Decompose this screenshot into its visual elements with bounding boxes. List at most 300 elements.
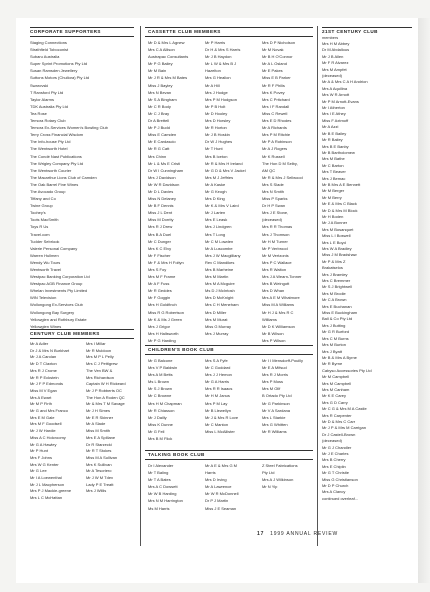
list-item: Mrs C Pritchard [262,96,290,102]
list-item: Swarovski [30,82,49,88]
list-item: WIN Television [30,295,57,301]
list-item: Mr F Fischer [148,252,171,258]
list-item: Mr B Mrs A E Bennett [322,181,361,187]
list-item: Mrs J J Hemon [205,372,232,378]
list-item: Mrs M Ollf [262,386,281,392]
list-item: Mr D & Mrs C Carr [322,418,356,424]
list-item: Cabyso Accessories Pty Ltd [322,367,372,373]
list-item: Mr K & Ms J Green [148,316,183,322]
list-item: Mr J R & Mrs M Bates [148,75,188,81]
list-item: Mr S A Bingham [148,96,177,102]
list-item: Mr P Hunt [30,448,48,454]
list-item: Mrs T Beaver [322,169,346,175]
list-item: Mrs M J Jeffries [205,174,234,180]
page-number: 17 [257,531,265,537]
list-item: Mrs J Bemac [322,175,346,181]
list-item: Mrs J A Wearn-Tonner [262,274,302,280]
list-item: Mrs J Grigor [148,323,170,329]
list-item: Harris [205,470,216,476]
list-item: Mrs E Leask [205,217,228,223]
list-item: Susan Ramsden Jewellery [30,68,78,74]
list-item: Dr H P Swan [262,203,286,209]
list-item: Mr W R McDonnell [205,491,239,497]
divider [145,459,313,460]
list-item: Mr B E Bailey [322,130,347,136]
list-item: Pty Ltd [262,470,275,476]
list-item: The Wentworth Hotel [30,146,68,152]
list-item: Mr L W & Mrs B J [205,61,237,67]
list-item: Mrs D Irving [205,477,227,483]
list-item: Mrs Chinn [148,153,167,159]
divider [30,36,134,37]
list-item: Mrs M Bathe [322,156,345,162]
list-item: Mr C M Lowden [205,238,234,244]
list-item: continued overleaf... [322,495,359,501]
list-item: Mrs P C Wallace [262,259,292,265]
list-item: Mrs F Johns [30,454,53,460]
list-item: Miss L I Boswell [322,233,351,239]
list-item: Mr J Larten [205,210,226,216]
divider [322,27,412,28]
list-item: Mrs B Weingott [262,281,290,287]
list-item: Mr C Goddard [205,365,231,371]
footer-label: 1999 ANNUAL REVIEW [270,531,339,537]
list-item: Mr R P Eckstein [30,374,59,380]
list-item: Mrs J Willis [86,488,107,494]
list-item: Mrs A Clancy [322,489,346,495]
list-item: Westpac Banking Corporation Ltd [30,274,90,280]
list-item: Travel.com [30,231,50,237]
list-item: Yellowglen Wines [30,323,62,329]
list-item: Mrs N M Harrington [148,498,183,504]
list-item: Mr A Luscombe [205,245,233,251]
list-item: Mrs R R Isaacs [205,386,233,392]
list-item: Mr P Verbrood [262,245,288,251]
list-item: Mr B H O'Connor [262,54,293,60]
list-item: Mr G A Hawley [30,441,57,447]
list-item: Mrs J Murray [205,330,229,336]
list-item: Mr G T Christie [322,470,349,476]
list-item: Mrs M Campbell [322,380,352,386]
list-item: Mrs J Byatt [322,348,343,354]
list-item: Mrs P Moss [262,379,284,385]
column-separator [317,26,318,546]
list-item: Wollongong Ex-Services Club [30,302,83,308]
cassette-club-column-1 [148,39,202,344]
list-item: Mr G Fell [148,428,165,434]
list-item: Mrs L Starkie [262,414,286,420]
list-item: Mr H Boden [322,213,344,219]
list-item: Mr E A Mifsud [262,365,287,371]
list-item: Mr E R Skinner [86,414,114,420]
list-item: Mrs H Goldfinch [148,302,177,308]
list-item: Mr & Mrs T M Savage [86,401,125,407]
list-item: Subaru Australia [30,54,60,60]
list-item: Mr A L Osland [262,61,287,67]
list-item: Mrs H M Chapman [148,400,182,406]
list-item: Yellowglen and Rothbury Estate [30,316,87,322]
list-item: Mr R Horton [205,125,227,131]
list-item: Miss E Buckingham [322,310,358,316]
list-item: Mrs A Ewart [30,394,52,400]
list-item: The Wrigley Company Pty Ltd [30,160,84,166]
list-item: Mr H M Turner [262,238,288,244]
list-item: Mrs M A Mcguire [205,281,235,287]
list-item: Miss L McAllister [205,428,235,434]
list-item: Mr J H Simes [86,408,110,414]
list-item: Mrs G Whitten [262,421,288,427]
list-item: Mr A & Mrs C A H Andrion [322,79,368,85]
list-item: Dr H & Mrs S Harris [205,47,241,53]
list-item: Mrs S A Fyfe [205,358,228,363]
list-item: Miss M Dorrity [148,217,174,223]
divider [145,27,313,28]
list-item: Mr B F Dennis [148,203,174,209]
list-item: Mrs R Carpenter [322,412,352,418]
list-item: Mr M Campbell [322,374,350,380]
list-item: Mrs B Cherry [322,457,346,463]
page-footer [257,531,338,537]
talking-book-club-column-3 [262,462,316,490]
list-item: Whelan Investments Pty Limited [30,288,88,294]
list-item: Mr C Dunger [148,238,171,244]
list-item: Miss M Smith [86,428,110,434]
childrens-book-club-column-2 [205,357,259,435]
list-item: Mrs D P Nicholson [262,40,296,45]
list-item: Mr A Hill [205,82,220,88]
list-item: Mrs J Thomson [262,231,290,237]
list-item: Mr A E & Mrs G M [205,463,238,468]
list-item: Mrs I E Athey [322,111,346,117]
list-item: Mr R Geddes [148,288,172,294]
list-item: Mrs E A Spillane [86,434,116,440]
list-item: Miss F Axtmoff [322,117,349,123]
list-item: Ms L Brown [148,379,169,385]
list-item: Strathfield Toboconist [30,47,69,53]
list-item: Mrs P J Mackie-greene [30,488,72,494]
list-item: T Ransford Pty Ltd [30,89,64,95]
list-item: Mr I A Loewenthal [30,475,62,481]
list-item: Mr R & Mrs H Ireland [205,160,243,166]
talking-book-club-column-1 [148,462,202,512]
list-item: Dr J & Mrs N Burkhart [30,347,70,353]
list-item: Tiffany and Co [30,196,56,202]
list-item: Mr E Cardascio [148,139,176,145]
list-item: Mr A J Rogers [262,146,288,152]
list-item: Miss G Murray [205,323,231,329]
list-item: Mr G and Mrs Franco [30,408,69,414]
list-item: Mr D & Mrs M Block [322,207,358,213]
list-item: Mr R & Mrs J Sellwood [262,174,303,180]
list-item: Mrs B E Banby [322,143,349,149]
list-item: Mr D Hooley [205,110,228,116]
list-item: Valerie Personal Company [30,245,78,251]
list-item: Mr C Manton [205,421,229,427]
list-item: Mrs C Bremmer [322,278,351,284]
list-item: Mr P B Holt [205,103,226,109]
list-item: (deceased) [322,438,343,444]
list-item: Captain W H Rickeard [86,381,126,387]
list-item: Mr J B Hoskin [205,132,230,138]
list-item: Dr W J Hughes [205,139,233,145]
list-item: Mr P A Robinson [262,139,292,145]
divider [145,36,313,37]
list-item: Mr R Byrne [322,361,343,367]
list-item: Miss G Christianson [322,476,358,482]
list-item: Mrs Richardson [86,374,115,380]
list-item: Mr A Adler [30,341,49,346]
list-item: Mr G R Burford [322,329,350,335]
list-item: Miss M A Sullivan [86,454,118,460]
list-item: Mrs M Ampfet [322,66,347,72]
list-item: Dr P J Martin [205,498,229,504]
list-item: Mrs J Butting [322,322,346,328]
list-item: Mrs A Aquilina [322,85,348,91]
21st-century-club-list [322,41,414,502]
list-item: Mrs M Martin [205,274,229,280]
list-item: The Hon A Roden QC [86,394,125,400]
list-item: Mrs M Canham [322,386,350,392]
list-item: Rev C Mandikes [205,259,235,265]
list-item: Mrs C J Pettigrew [86,361,118,367]
list-item: Mr G Balcone [148,358,173,363]
list-item: Mr M P Firth [30,401,52,407]
list-item: Mrs M F Goodsell [30,421,62,427]
list-item: Mrs J W Macgilliany [205,252,241,258]
list-item: Mr G Keogh [205,188,227,194]
list-item: Mrs P M Lay [205,400,228,406]
list-item: The Hon D M Selby, [262,160,298,166]
list-item: Mr J B Allen [322,53,344,59]
list-item: Mrs I F Randall [262,103,290,109]
list-item: Mr D & Mrs L Agnew [148,40,185,45]
list-item: Mr P & Mrs Z [322,258,346,264]
list-item: Mrs L C McHattan [30,495,63,501]
list-item: The Oak Barrel Fine Wines [30,181,79,187]
list-item: Mr D T Claxton [30,361,57,367]
list-item: Mrs W A Bradley [322,246,352,251]
childrens-book-club-heading: CHILDREN'S BOOK CLUB [148,347,214,352]
list-item: Z Steel Fabrications [262,463,298,468]
list-item: Mr J W Hardie [30,428,56,434]
list-item: Temora Ex-Services Women's Bowling Club [30,125,108,131]
list-item: Mr R Williams [262,428,287,434]
cassette-club-column-2 [205,39,259,337]
list-item: Mr M Novak [262,47,284,53]
list-item: Mrs P M Ritchie [262,132,291,138]
list-item: Dr R Starzecki [86,441,112,447]
list-item: Mrs J Lindgren [205,224,232,230]
list-item: Mr C Barton [322,162,344,168]
list-item: Suttons Motors (Chullora) Pty Ltd [30,75,90,81]
list-item: Mrs J Hodge [205,89,228,95]
list-item: Mrs D King [205,196,225,202]
list-item: Mr T A Bates [148,477,171,483]
list-item: Mr T Baling [148,470,169,476]
list-item: Mr V A Sardana [262,407,291,413]
list-item: Miss J M Bradshaw [322,252,357,258]
column-separator [140,26,141,546]
list-item: Mr A Tesoriero [86,468,112,474]
list-item: Miss K Dunne [148,421,173,427]
cassette-club-heading: CASSETTE CLUB MEMBERS [148,29,221,34]
list-item: Mr A Slade [86,421,106,427]
list-item: Dr J Castell-Brown [322,431,356,437]
list-item: B Ortado Pty Ltd [262,393,292,399]
list-item: Mrs E D Rhodes [262,118,292,124]
list-item: Mrs R Walton [262,267,287,272]
century-club-heading: CENTURY CLUB MEMBERS [30,331,100,336]
list-item: Mrs K Sullivan [86,461,112,467]
list-item: Terry Cross Financial Wisdom [30,132,84,138]
list-item: Mr P J Budd [148,125,170,131]
list-item: Mr F Goggin [148,295,171,301]
list-item: Mr R T Stokes [86,448,112,454]
list-item: Toots MacSmith [30,217,59,223]
list-item: Toohey's [30,210,46,216]
list-item: Mr R Chiasson [148,407,175,413]
list-item: Mr R Muldoon [86,347,112,353]
talking-book-club-heading: TALKING BOOK CLUB [148,452,205,457]
list-item: Hazelton [205,68,221,74]
list-item: Mr C G & Mrs M A Castle [322,406,367,412]
list-item: Mr R Bailey [322,137,343,143]
list-item: Miss A C Holcroomy [30,434,66,440]
list-item: Mr L & Ms E Cristi [148,160,181,166]
list-item: Mrs R J Morris [262,372,288,378]
list-item: TDK Australia Pty Ltd [30,103,69,109]
list-item: Mrs J Bramley [322,271,348,277]
list-item: Mr J P Robberts OC [86,387,122,393]
list-item: Mrs W G Kenter [30,461,59,467]
list-item: Mr G A Harris [205,379,230,385]
21st-century-club-heading: 21ST CENTURY CLUB [322,29,378,34]
list-item: Mr J A Bonner [322,220,348,226]
list-item: Mrs E M Gale [30,414,55,420]
list-item: Mr P Harris [205,40,226,45]
cassette-club-column-3 [262,39,316,344]
list-item: Miss C Rewell [262,110,288,116]
list-item: Mr A Lawrence [205,484,232,490]
childrens-book-club-column-3 [262,357,316,435]
list-item: Mr H M Janus [205,393,230,399]
list-item: Mr B Llewellyn [205,407,232,413]
list-item: Mr P G Bailey [148,61,173,67]
list-item: Miss R G Robertson [148,309,185,315]
list-item: Mr H J & Mrs R C [262,309,294,315]
list-item: Mr F & Mrs H Foltyn [148,259,184,265]
list-item: Mrs K C Elvy [148,245,172,251]
list-item: Miss E Camden [148,132,177,138]
list-item: Wentworth Travel [30,267,62,272]
list-item: Mr R F Philis [262,82,285,88]
list-item: Mrs A C Dowsett [148,484,178,490]
list-item: Mrs R J Drew [148,224,173,230]
list-item: Mr M Berry [322,194,342,200]
list-item: Mr P G Harding [148,337,176,343]
list-item: Mrs B Iceton [205,153,228,159]
list-item: Super Sprint Promotions Pty Ltd [30,61,88,67]
list-item: Mrs M Bosanquet [322,226,354,232]
list-item: Mrs J Davidson [148,174,176,180]
list-item: Mr J E Charles [322,451,349,456]
page-edge [418,18,430,583]
list-item: Mr C J Bray [148,110,170,116]
list-item: Temora Rotary Club [30,118,66,124]
list-item: Mr E & Mrs C Black [322,201,357,207]
list-item: The Wentworth Courier [30,167,72,173]
list-item: Wendy Wu Tours [30,259,61,265]
list-item: Dr W I Cunningham [148,167,184,173]
list-item: (deceased) [262,217,283,223]
list-item: Mr C R Body [148,103,171,109]
list-item: Mr A Azzi [322,124,339,130]
list-item: Mr D P Church [322,483,349,489]
list-item: Mrs V P Baldwin [148,365,178,371]
list-item: Ball & Co Pty Ltd [322,316,353,322]
list-item: Mrs M Brodie [322,290,346,296]
list-item: Miss P Sparks [262,196,288,202]
list-item: Williams [262,316,277,322]
list-item: Mrs D McKnight [205,295,234,301]
list-item: The Macarthur Lions Club of Camden [30,174,97,180]
list-item: Mr K & Mrs V Laird [205,203,239,209]
list-item: Mr K Russell [262,153,285,159]
list-item: Mr J W M Tdex [86,475,114,481]
list-item: Mrs I Millar [86,341,106,346]
list-item: Mr A Kaske [205,181,226,187]
list-item: Mr D K Williamson [262,323,295,329]
century-club-column-2 [86,341,138,495]
list-item: Mrs D Horsley [205,118,231,124]
list-item: Mrs L E Boyd [322,239,346,245]
list-item: Mr I Atherton [322,105,345,111]
list-item: Mr G Parkinson [262,400,290,406]
list-item: Mr M Vertzonis [262,252,289,258]
list-item: Mrs M Murat [205,316,228,322]
list-item: Mrs H Hallsworth [148,330,179,336]
list-item: Mr F R Alvarez [322,60,349,66]
list-item: Mrs H M Abbey [322,41,350,46]
list-item: Mr A Richards [262,125,287,131]
list-item: Mr K E Carey [322,393,347,399]
list-item: Mr B & Mrs A Byrne [322,354,357,360]
list-item: Mrs M Burton [322,342,347,348]
divider [145,450,313,451]
list-item: Mr E Pakes [262,68,283,74]
list-item: Mr J Dailly [148,414,167,420]
divider [30,329,134,330]
list-item: Mrs P Wilson [262,337,286,343]
list-item: Mrs C M Burns [322,335,349,341]
list-item: Mrs A M Betts [148,372,173,378]
list-item: Mrs B Marheine [205,267,234,272]
list-item: Mrs B M Flick [148,436,173,442]
list-item: Mrs M F Frame [148,274,176,280]
list-item: Mr S J Brightwell [322,284,353,290]
list-item: Mr B Bartholomew [322,149,355,155]
list-item: Mrs T Long [205,231,226,237]
list-item: The Ven BW & [86,367,113,373]
list-item: Mr S J Brown [148,386,173,392]
list-item: Ms D J McIntosh [205,288,235,294]
list-item: Taylor Alarms [30,96,55,102]
list-item: Miss J Bayley [148,82,173,88]
list-item: Mr C A Brown [322,297,347,303]
list-item: Toys R Us [30,224,49,230]
list-item: The Avocado Group [30,188,66,194]
list-item: Mr J P & Mrs M Carrigan [322,425,366,431]
